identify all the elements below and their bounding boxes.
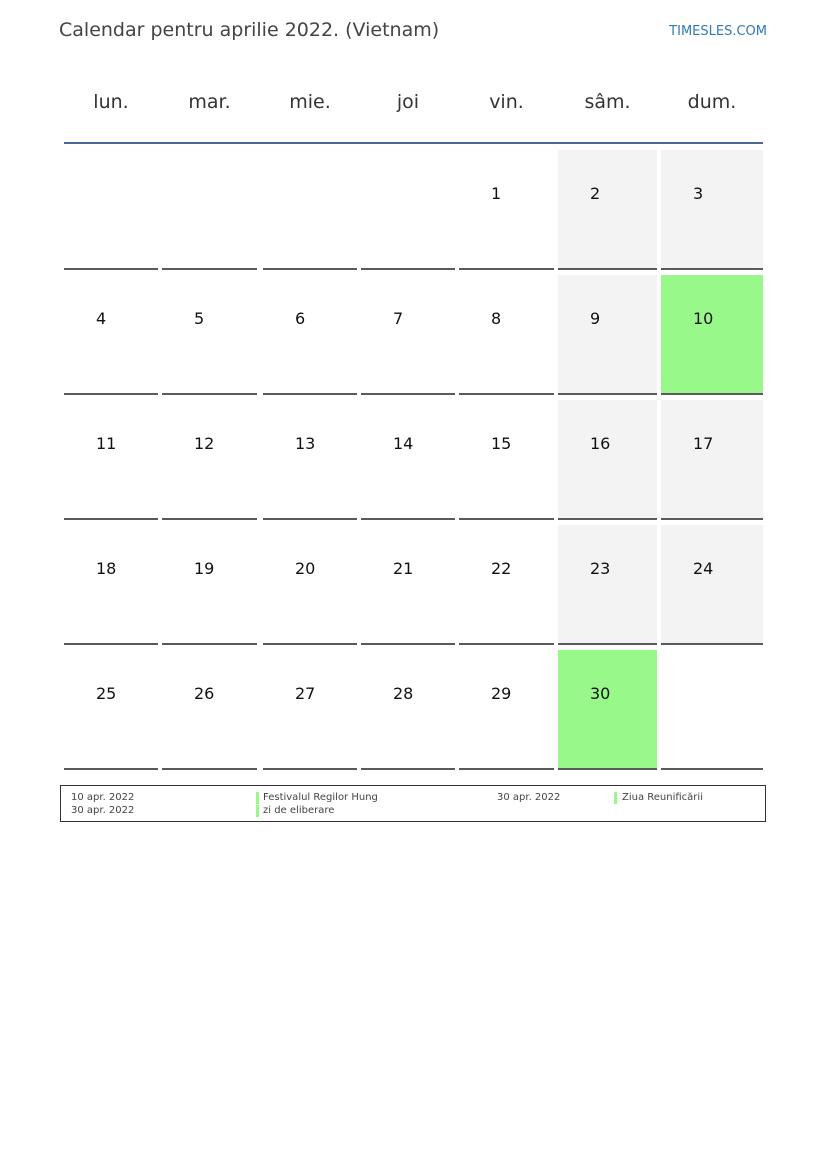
header-divider [64,142,763,144]
day-cell [64,150,158,270]
day-cell[interactable] [64,275,158,395]
weekday-label: joi [396,91,420,113]
day-cell [361,150,455,270]
day-number: 25 [96,684,117,703]
weekday-header-row [64,70,763,143]
day-cell[interactable] [361,400,455,520]
day-cell [661,650,763,770]
day-number: 28 [393,684,414,703]
day-number: 21 [393,559,414,578]
legend-date: 30 apr. 2022 [497,792,561,803]
day-cell[interactable] [459,650,554,770]
weekday-label: mar. [188,91,231,113]
day-cell[interactable] [162,275,257,395]
legend-holiday-name: Ziua Reunificării [622,792,703,803]
day-cell[interactable] [64,525,158,645]
day-cell[interactable] [361,525,455,645]
day-cell[interactable] [558,650,657,770]
day-cell[interactable] [661,275,763,395]
day-number: 17 [693,434,714,453]
day-number: 16 [590,434,611,453]
legend-entry [61,805,765,818]
legend-date: 10 apr. 2022 [71,792,135,803]
legend-holiday-name: zi de eliberare [263,805,335,816]
day-number: 8 [491,309,502,328]
day-number: 15 [491,434,512,453]
day-number: 9 [590,309,601,328]
day-cell [162,150,257,270]
day-number: 20 [295,559,316,578]
day-number: 30 [590,684,611,703]
day-number: 12 [194,434,215,453]
day-cell[interactable] [361,650,455,770]
day-cell[interactable] [558,275,657,395]
day-cell[interactable] [263,275,357,395]
day-number: 5 [194,309,205,328]
weekday-label: mie. [289,91,331,113]
legend-color-swatch [614,792,617,804]
day-number: 27 [295,684,316,703]
legend-entry [61,792,765,805]
day-cell[interactable] [263,525,357,645]
day-cell[interactable] [661,150,763,270]
day-number: 3 [693,184,704,203]
weekday-label: lun. [93,91,129,113]
day-cell[interactable] [361,275,455,395]
day-number: 13 [295,434,316,453]
site-link[interactable]: TIMESLES.COM [669,24,767,39]
day-cell[interactable] [64,400,158,520]
day-cell[interactable] [263,650,357,770]
day-cell[interactable] [459,400,554,520]
day-cell [263,150,357,270]
day-number: 18 [96,559,117,578]
day-cell[interactable] [459,525,554,645]
day-number: 19 [194,559,215,578]
day-number: 7 [393,309,404,328]
day-cell[interactable] [459,275,554,395]
legend-date: 30 apr. 2022 [71,805,135,816]
day-cell[interactable] [162,400,257,520]
day-number: 22 [491,559,512,578]
calendar [64,70,763,703]
day-number: 10 [693,309,714,328]
day-number: 24 [693,559,714,578]
weekday-label: sâm. [584,91,631,113]
day-cell[interactable] [558,150,657,270]
day-number: 6 [295,309,306,328]
day-number: 2 [590,184,601,203]
calendar-grid [64,150,763,770]
day-number: 29 [491,684,512,703]
day-cell[interactable] [263,400,357,520]
day-cell[interactable] [661,400,763,520]
legend-color-swatch [256,805,259,817]
day-number: 26 [194,684,215,703]
day-number: 4 [96,309,107,328]
day-cell[interactable] [162,525,257,645]
day-cell[interactable] [558,400,657,520]
day-cell[interactable] [162,650,257,770]
day-number: 14 [393,434,414,453]
day-number: 1 [491,184,502,203]
day-cell[interactable] [64,650,158,770]
legend-holiday-name: Festivalul Regilor Hung [263,792,378,803]
weekday-label: vin. [489,91,524,113]
day-number: 11 [96,434,117,453]
day-number: 23 [590,559,611,578]
weekday-label: dum. [687,91,737,113]
holiday-legend [60,785,766,822]
day-cell[interactable] [459,150,554,270]
page-title: Calendar pentru aprilie 2022. (Vietnam) [59,19,440,41]
day-cell[interactable] [558,525,657,645]
day-cell[interactable] [661,525,763,645]
